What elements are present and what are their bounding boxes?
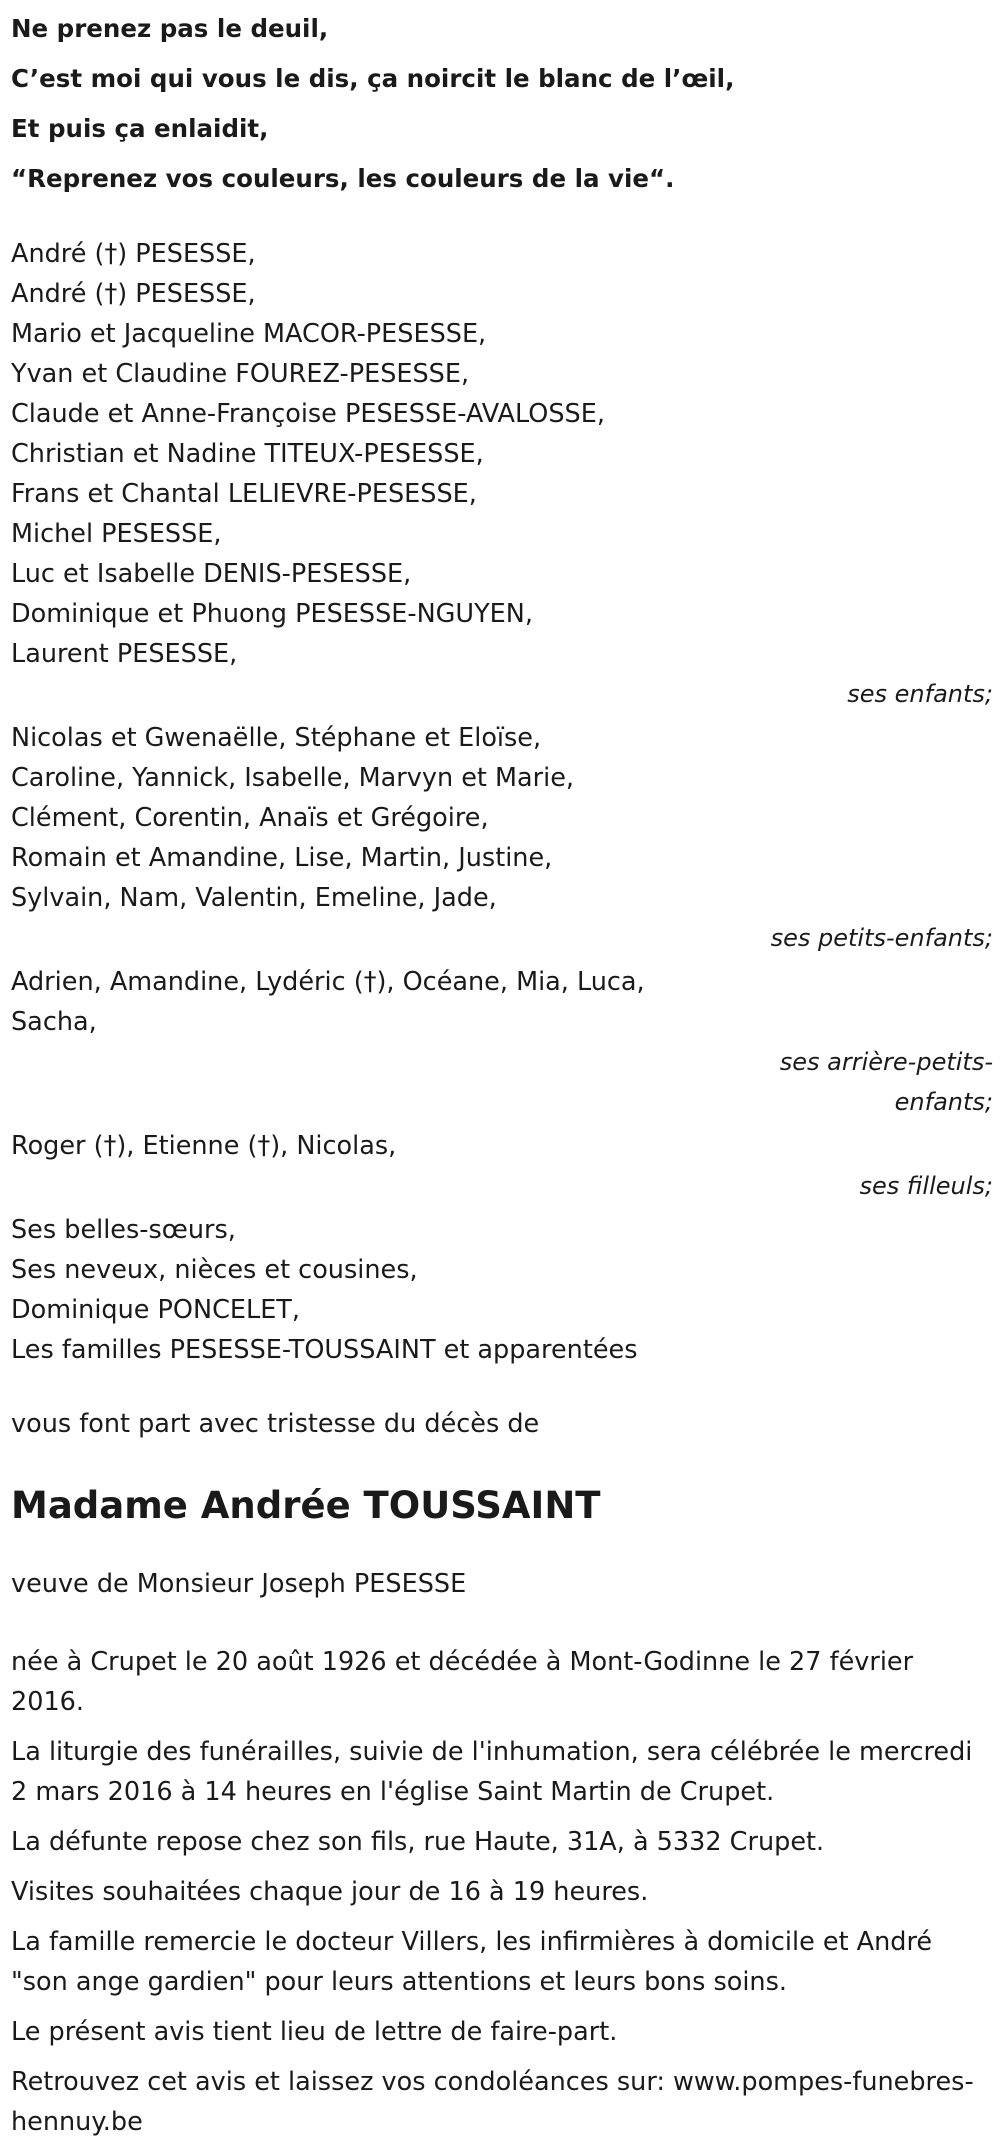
poem [11,4,993,204]
child-name: Dominique et Phuong PESESSE-NGUYEN, [11,599,533,629]
birth-death-paragraph: née à Crupet le 20 août 1926 et décédée à Mont-Godinne le 27 février 2016. [11,1647,914,1717]
poem-line: C’est moi qui vous le dis, ça noircit le blanc de l’œil, [11,64,735,93]
child-name: Laurent PESESSE, [11,639,238,669]
great-grandchild-names: Sacha, [11,1007,97,1037]
godchild-names: Roger (†), Etienne (†), Nicolas, [11,1131,397,1161]
visits-paragraph: Visites souhaitées chaque jour de 16 à 19 heures. [11,1877,649,1907]
widow-of: veuve de Monsieur Joseph PESESSE [11,1569,467,1599]
announcement: vous font part avec tristesse du décès de [11,1409,540,1439]
grandchild-names: Clément, Corentin, Anaïs et Grégoire, [11,803,489,833]
grandchildren-list [11,718,993,958]
notice-paragraph: Le présent avis tient lieu de lettre de faire-part. [11,2017,618,2047]
child-name: Christian et Nadine TITEUX-PESESSE, [11,439,484,469]
child-name: André (†) PESESSE, [11,239,256,269]
funeral-paragraph: La liturgie des funérailles, suivie de l'inhumation, sera célébrée le mercredi 2 mars 2016 à 14 heures en l'église Saint Martin de Crupet. [11,1737,973,1807]
great-grandchildren-role [11,1042,993,1122]
deceased-name: Madame Andrée TOUSSAINT [11,1484,601,1527]
child-name: Yvan et Claudine FOUREZ-PESESSE, [11,359,470,389]
poem-line: “Reprenez vos couleurs, les couleurs de la vie“. [11,164,675,193]
obituary-page [11,0,993,2152]
great-grandchild-names: Adrien, Amandine, Lydéric (†), Océane, Mia, Luca, [11,967,645,997]
godchildren-list [11,1126,993,1206]
godchildren-role: ses filleuls; [859,1172,993,1200]
child-name: Michel PESESSE, [11,519,222,549]
resting-place-paragraph: La défunte repose chez son fils, rue Haute, 31A, à 5332 Crupet. [11,1827,825,1857]
grandchild-names: Sylvain, Nam, Valentin, Emeline, Jade, [11,883,497,913]
child-name: Frans et Chantal LELIEVRE-PESESSE, [11,479,477,509]
relative-line: Ses neveux, nièces et cousines, [11,1255,418,1285]
child-name: Claude et Anne-Françoise PESESSE-AVALOSSE, [11,399,605,429]
great-grandchildren-role-line: enfants; [894,1088,993,1116]
thanks-paragraph: La famille remercie le docteur Villers, les infirmières à domicile et André "son ange gardien" pour leurs attentions et leurs bons soins. [11,1927,933,1997]
great-grandchildren-role-line: ses arrière-petits- [779,1048,993,1076]
grandchild-names: Caroline, Yannick, Isabelle, Marvyn et Marie, [11,763,575,793]
child-name: André (†) PESESSE, [11,279,256,309]
grandchildren-role: ses petits-enfants; [770,924,993,952]
child-name: Mario et Jacqueline MACOR-PESESSE, [11,319,487,349]
children-list [11,234,993,714]
poem-line: Ne prenez pas le deuil, [11,14,329,43]
other-relatives [11,1210,993,1370]
relative-line: Ses belles-sœurs, [11,1215,236,1245]
relative-line: Les familles PESESSE-TOUSSAINT et apparentées [11,1335,638,1365]
details [11,1642,993,2142]
great-grandchildren-list [11,962,993,1122]
child-name: Luc et Isabelle DENIS-PESESSE, [11,559,412,589]
grandchild-names: Romain et Amandine, Lise, Martin, Justine, [11,843,553,873]
children-role: ses enfants; [847,680,993,708]
relative-line: Dominique PONCELET, [11,1295,300,1325]
condolences-paragraph: Retrouvez cet avis et laissez vos condoléances sur: www.pompes-funebres-hennuy.be [11,2067,974,2137]
poem-line: Et puis ça enlaidit, [11,114,269,143]
grandchild-names: Nicolas et Gwenaëlle, Stéphane et Eloïse, [11,723,542,753]
